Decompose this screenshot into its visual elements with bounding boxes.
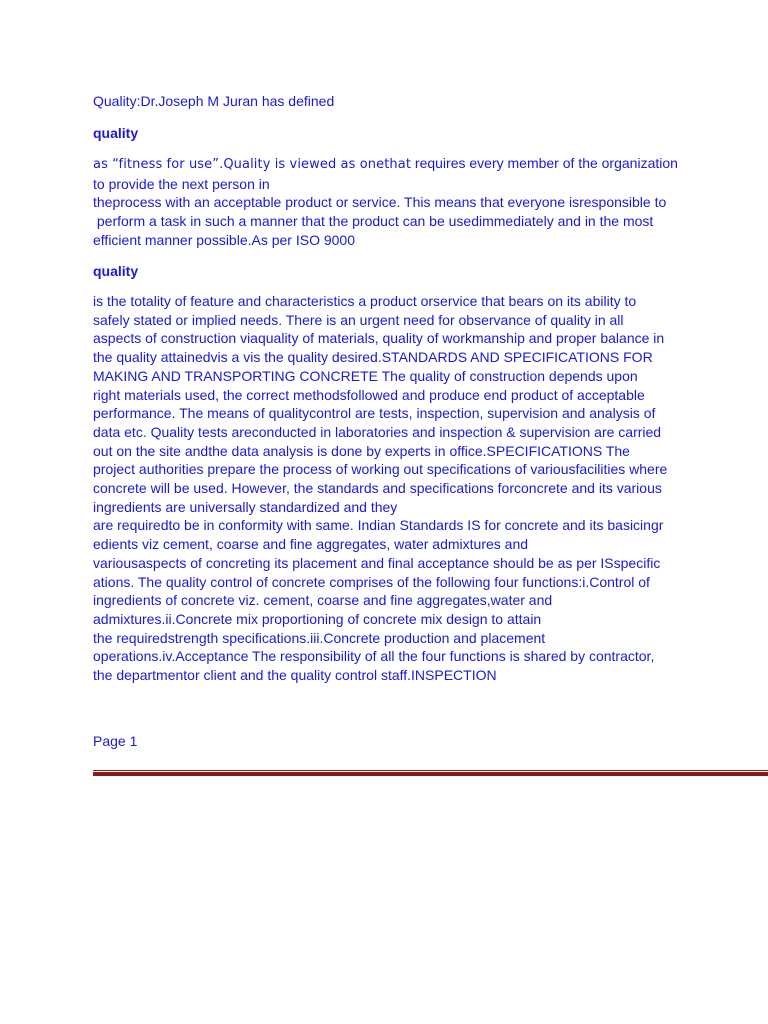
paragraph-2-line: safely stated or implied needs. There is an urgent need for observance of quality in all [93,311,624,328]
paragraph-2-line: the quality attainedvis a vis the quality desired.STANDARDS AND SPECIFICATIONS FOR [93,349,653,366]
paragraph-2-line: performance. The means of qualitycontrol are tests, inspection, supervision and analysis of [93,405,656,422]
page-number-label: Page 1 [93,733,138,749]
paragraph-2-line: ingredients are universally standardized and they [93,498,398,515]
paragraph-1-line: perform a task in such a manner that the product can be usedimmediately and in the most [93,213,654,230]
paragraph-2-line: MAKING AND TRANSPORTING CONCRETE The quality of construction depends upon [93,367,638,384]
heading-quality-2: quality [93,263,139,279]
paragraph-2-line: concrete will be used. However, the standards and specifications forconcrete and its various [93,480,662,497]
paragraph-2-line: project authorities prepare the process of working out specifications of variousfacilities where [93,461,668,478]
footer-divider [93,770,768,777]
paragraph-1 [93,154,678,250]
paragraph-1-line-0-part-a: as “fitness for use”.Quality is viewed as onethat [93,157,412,172]
paragraph-1-line: to provide the next person in [93,175,270,192]
paragraph-1-line: theprocess with an acceptable product or service. This means that everyone isresponsible to [93,194,667,211]
paragraph-2-line: is the totality of feature and characteristics a product orservice that bears on its ability to [93,293,637,309]
heading-quality-1: quality [93,125,139,141]
paragraph-2-line: edients viz cement, coarse and fine aggregates, water admixtures and [93,536,529,553]
paragraph-1-line: efficient manner possible.As per ISO 9000 [93,231,356,248]
paragraph-2-line: aspects of construction viaquality of materials, quality of workmanship and proper balance in [93,330,665,347]
intro-line: Quality:Dr.Joseph M Juran has defined [93,93,335,109]
paragraph-2-line: are requiredto be in conformity with same. Indian Standards IS for concrete and its basicingr [93,517,664,534]
footer-divider-thin-line [93,770,768,771]
paragraph-2-line: ingredients of concrete viz. cement, coarse and fine aggregates,water and [93,592,553,609]
paragraph-2-line: admixtures.ii.Concrete mix proportioning of concrete mix design to attain [93,610,542,627]
paragraph-2-line: ations. The quality control of concrete comprises of the following four functions:i.Control of [93,573,650,590]
paragraph-2-line: out on the site andthe data analysis is done by experts in office.SPECIFICATIONS The [93,442,630,459]
paragraph-1-line-0 [93,154,678,175]
paragraph-2-line: data etc. Quality tests areconducted in laboratories and inspection & supervision are carried [93,423,662,440]
footer-divider-thick-line [93,772,768,776]
paragraph-1-line-0-part-b: requires every member of the organization [411,155,678,171]
paragraph-2-line: the requiredstrength specifications.iii.Concrete production and placement [93,629,546,646]
paragraph-2 [93,292,667,685]
paragraph-2-line: operations.iv.Acceptance The responsibility of all the four functions is shared by contractor, [93,648,655,665]
paragraph-2-line: variousaspects of concreting its placement and final acceptance should be as per ISspecific [93,554,661,571]
paragraph-2-line: right materials used, the correct methodsfollowed and produce end product of acceptable [93,386,645,403]
paragraph-2-line: the departmentor client and the quality control staff.INSPECTION [93,667,497,684]
